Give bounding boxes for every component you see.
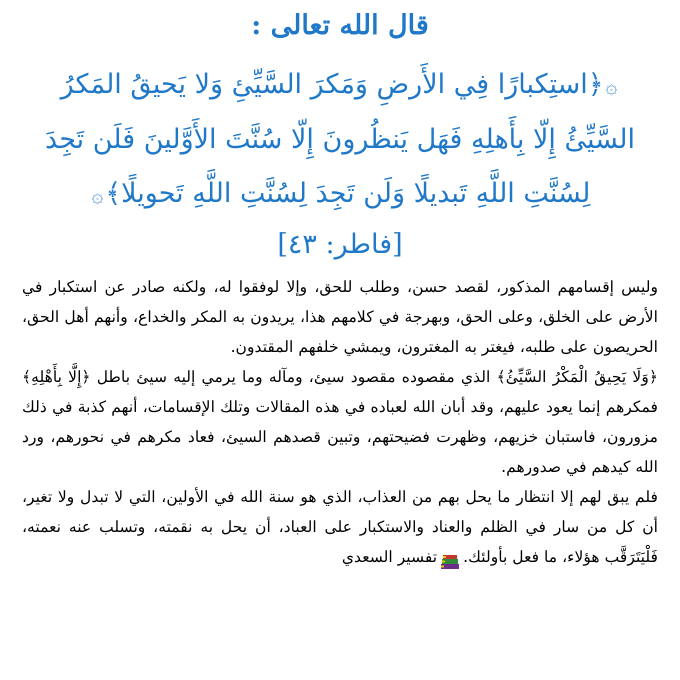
page-title: قال الله تعالى : [251, 10, 429, 41]
verse-text: ﴿استِكبارًا فِي الأَرضِ وَمَكرَ السَّيِّئِ وَلا يَحيقُ المَكرُ السَّيِّئُ إِلّا بِأَهلِهِ فَهَل يَنظُرونَ إِلّا سُنَّتَ الأَوَّلينَ فَلَن تَجِدَ لِسُنَّتِ اللَّهِ تَبديلًا وَلَن تَجِدَ لِسُنَّتِ اللَّهِ تَحويلًا﴾ [45, 69, 635, 209]
verse-reference: [فاطر: ٤٣] [277, 229, 403, 260]
tafsir-source: تفسير السعدي [341, 548, 438, 566]
tafsir-body [22, 272, 658, 572]
verse-ornament-close: ۞ [91, 183, 104, 207]
tafsir-paragraph-2: ﴿وَلَا يَحِيقُ الْمَكْرُ السَّيِّئُ﴾ الذي مقصوده مقصود سيئ، ومآله وما يرمي إليه سيئ باطل ﴿إِلَّا بِأَهْلِهِ﴾ فمكرهم إنما يعود عليهم، وقد أبان الله لعباده في هذه المقالات وتلك الإقسامات، أنهم كذبة في ذلك مزورون، فاستبان خزيهم، وظهرت فضيحتهم، وتبين قصدهم السيئ، فعاد مكرهم في نحورهم، ورد الله كيدهم في صدورهم. [22, 368, 658, 476]
tafsir-paragraph-1: وليس إقسامهم المذكور، لقصد حسن، وطلب للحق، وإلا لوفقوا له، ولكنه صادر عن استكبار في الأرض على الخلق، وعلى الحق، وبهرجة في كلامهم هذا، يريدون به المكر والخداع، وأنهم أهل الحق، الحريصون على طلبه، فيغتر به المغترون، ويمشي خلفهم المقتدون. [22, 278, 658, 356]
tafsir-paragraph-3 [22, 482, 658, 572]
verse-ornament-open: ۞ [605, 74, 618, 98]
books-icon [440, 550, 460, 566]
tafsir-paragraph-3-text: فلم يبق لهم إلا انتظار ما يحل بهم من العذاب، الذي هو سنة الله في الأولين، التي لا تبدل ولا تغير، أن كل من سار في الظلم والعناد والاستكبار على العباد، أن يحل به نقمته، وتسلب عنه نعمته، فَلْيَتَرَقَّب هؤلاء، ما فعل بأولئك. [22, 488, 658, 566]
quran-verse [22, 58, 658, 222]
